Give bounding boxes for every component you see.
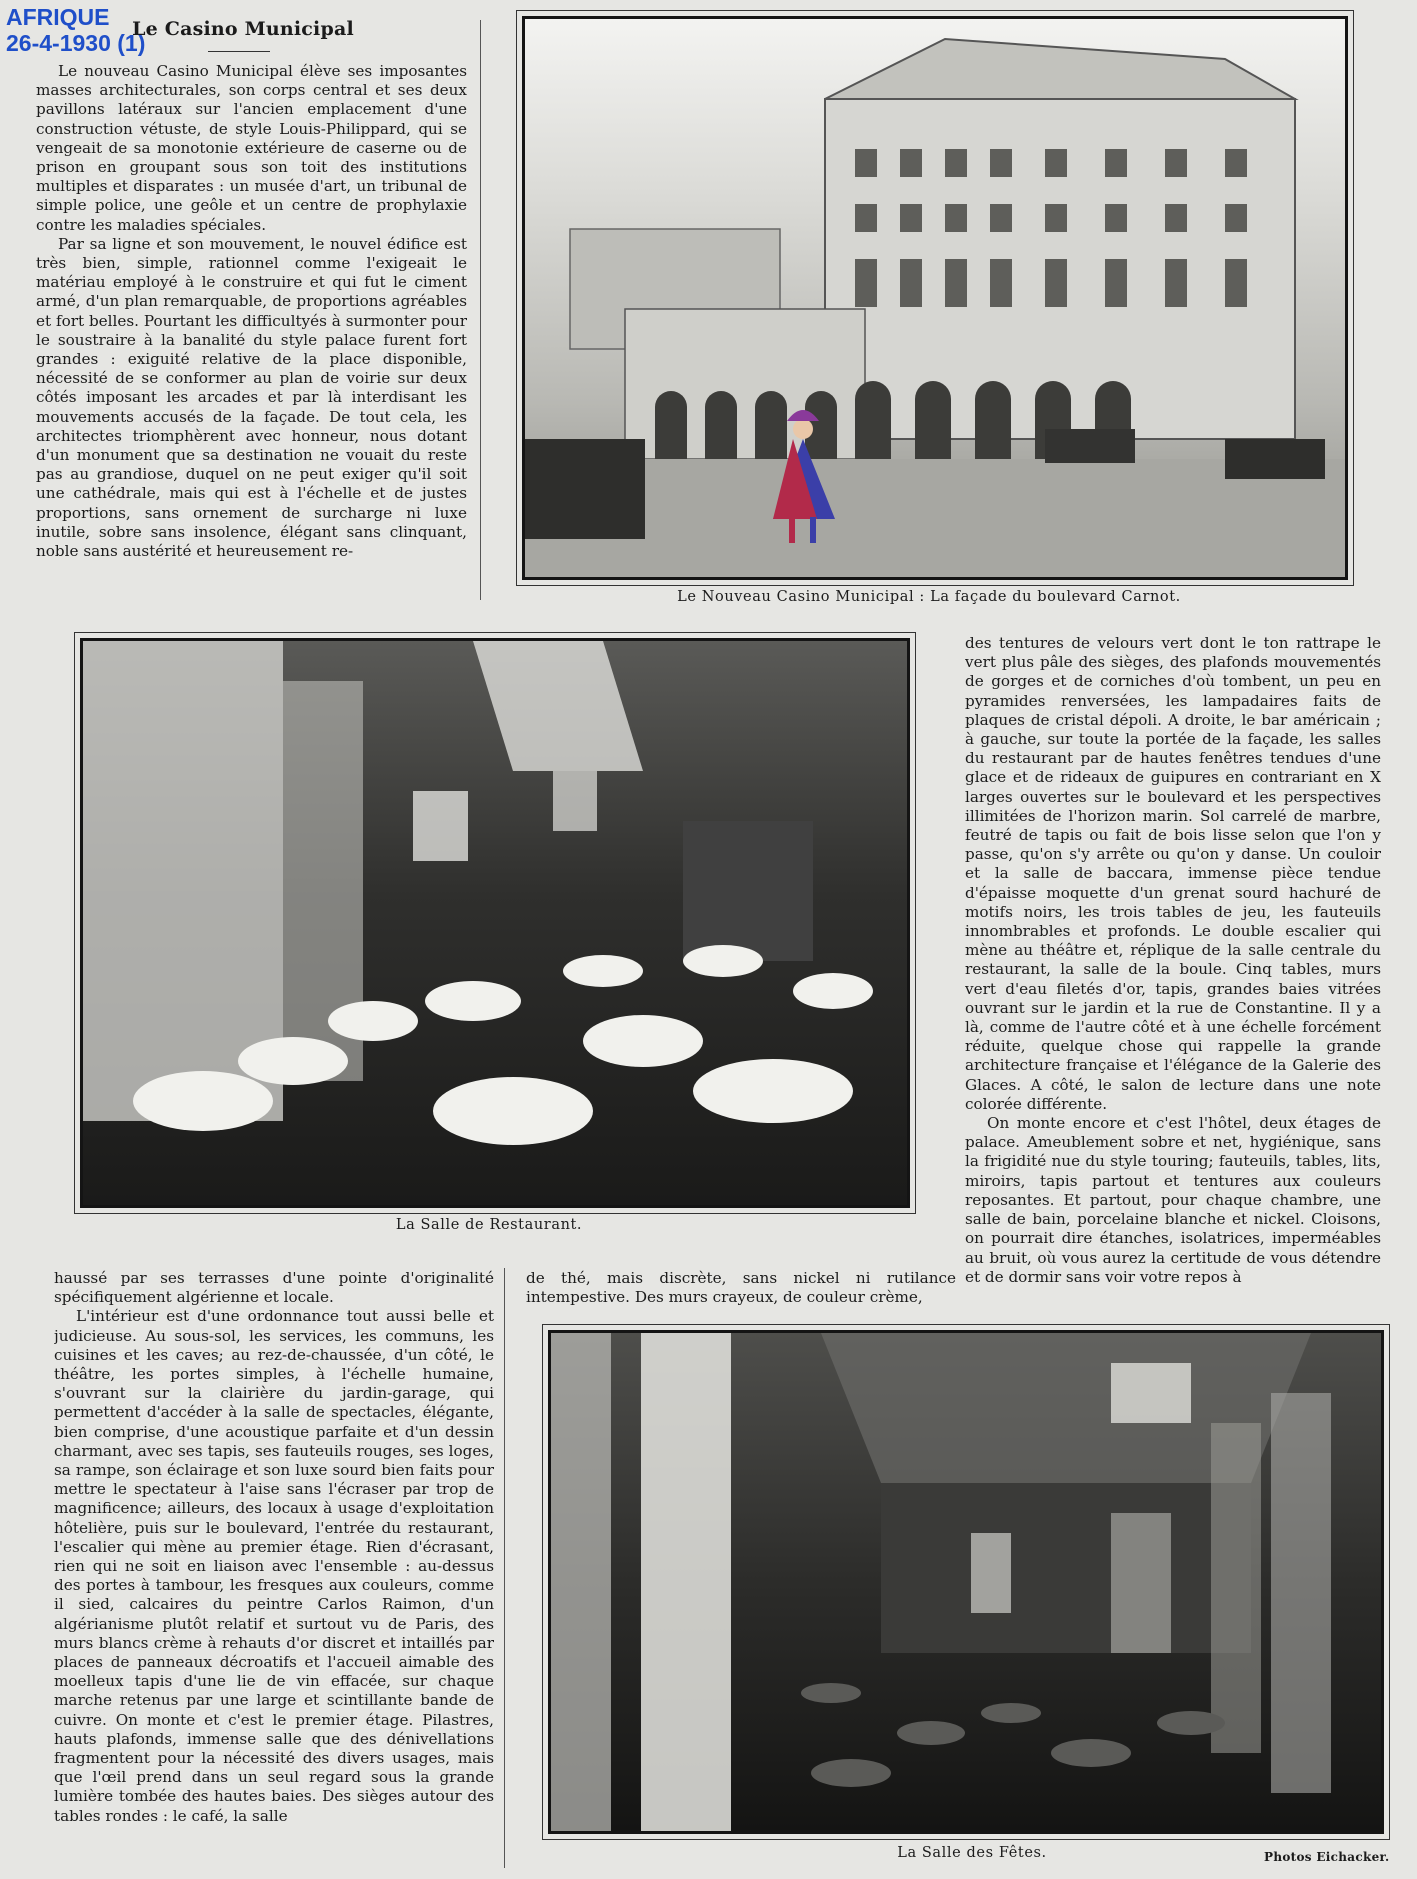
archive-stamp [6, 4, 145, 56]
article-column-1 [36, 62, 467, 608]
restaurant-illustration [83, 641, 907, 1205]
restaurant-caption: La Salle de Restaurant. [395, 1217, 583, 1233]
paragraph: L'intérieur est d'une ordonnance tout aussi belle et judicieuse. Au sous-sol, les services, les communs, les cuisines et les caves; au rez-de-chaussée, d'un côté, le théâtre, les portes simples, à l'échelle humaine, s'ouvrant sur la clairière du jardin-garage, qui permettent d'accéder à la salle de spectacles, élégante, bien comprise, d'une acoustique parfaite et d'un dessin charmant, avec ses tapis, ses fauteuils rouges, ses loges, sa rampe, son éclairage et son luxe sourd bien faits pour mettre le spectateur à l'aise sans l'écraser par trop de magnificence; ailleurs, des locaux à usage d'exploitation hôtelière, puis sur le boulevard, l'entrée du restaurant, l'escalier qui mène au premier étage. Rien d'écrasant, rien qui ne soit en liaison avec l'ensemble : au-dessus des portes à tambour, les fresques aux couleurs, comme il sied, calcaires du peintre Carlos Raimon, d'un algérianisme plutôt relatif et surtout vu de Paris, des murs blancs crème à rehauts d'or discret et intaillés par places de panneaux décroatifs et l'accueil aimable des moelleux tapis d'une lie de vin effacée, sur chaque marche retenus par une large et scintillante bande de cuivre. On monte et c'est le premier étage. Pilastres, hauts plafonds, immense salle que des dénivellations fragmentent pour la nécessité des divers usages, mais que l'œil prend dans un seul regard sous la grande lumière tombée des hautes baies. Des sièges autour des tables rondes : le café, la salle [54, 1307, 494, 1825]
paragraph: On monte encore et c'est l'hôtel, deux étages de palace. Ameublement sobre et net, hygiénique, sans la frigidité nue du style touring; fauteuils, tables, lits, miroirs, tapis partout et tentures aux couleurs reposantes. Et partout, pour chaque chambre, une salle de bain, porcelaine blanche et nickel. Cloisons, on pourrait dire étanches, isolatrices, imperméables au bruit, où vous aurez la certitude de vous détendre et de dormir sans voir votre repos à [965, 1114, 1381, 1286]
restaurant-photo-frame [74, 632, 916, 1214]
paragraph: de thé, mais discrète, sans nickel ni rutilance intempestive. Des murs crayeux, de couleur crème, [526, 1269, 956, 1307]
column-divider [504, 1268, 505, 1868]
stamp-line-1: AFRIQUE [6, 4, 110, 30]
facade-photo [522, 16, 1348, 580]
paragraph: Le nouveau Casino Municipal élève ses imposantes masses architecturales, son corps central et ses deux pavillons latéraux sur l'ancien emplacement d'une construction vétuste, de style Louis-Philippard, qui se vengeait de sa monotonie extérieure de caserne ou de prison en groupant sous son toit des institutions multiples et disparates : un musée d'art, un tribunal de simple police, une geôle et un centre de prophylaxie contre les maladies spéciales. [36, 62, 467, 234]
facade-illustration [525, 19, 1345, 577]
paragraph: haussé par ses terrasses d'une pointe d'originalité spécifiquement algérienne et locale. [54, 1269, 494, 1307]
restaurant-photo [80, 638, 910, 1208]
facade-photo-frame [516, 10, 1354, 586]
article-column-right [965, 634, 1381, 1314]
photo-credit: Photos Eichacker. [1264, 1850, 1390, 1864]
fetes-photo-frame [542, 1324, 1390, 1840]
column-divider [480, 20, 481, 600]
article-title: Le Casino Municipal [132, 18, 354, 40]
title-underline [208, 51, 270, 52]
stamp-line-2: 26-4-1930 (1) [6, 30, 146, 56]
fetes-photo [548, 1330, 1384, 1834]
facade-caption: Le Nouveau Casino Municipal : La façade du boulevard Carnot. [677, 589, 1181, 605]
article-column-bottom-left [54, 1269, 494, 1873]
paragraph: des tentures de velours vert dont le ton rattrape le vert plus pâle des sièges, des plafonds mouvementés de gorges et de corniches d'où tombent, un peu en pyramides renversées, les lampadaires faits de plaques de cristal dépoli. A droite, le bar américain ; à gauche, sur toute la portée de la façade, les salles du restaurant par de hautes fenêtres tendues d'une glace et de rideaux de guipures en contrariant en X larges ouvertes sur le boulevard et les perspectives illimitées de l'horizon marin. Sol carrelé de marbre, feutré de tapis ou fait de bois lisse selon que l'on y passe, qu'on s'y arrête ou qu'on y danse. Un couloir et la salle de baccara, immense pièce tendue d'épaisse moquette d'un grenat sourd hachuré de motifs noirs, les trois tables de jeu, les fauteuils innombrables et profonds. Le double escalier qui mène au théâtre et, réplique de la salle centrale du restaurant, la salle de la boule. Cinq tables, murs vert d'eau filetés d'or, tapis, grandes baies vitrées ouvrant sur le jardin et la rue de Constantine. Il y a là, comme de l'autre côté et à une échelle forcément réduite, quelque chose qui rappelle la grande architecture française et l'élégance de la Galerie des Glaces. A côté, le salon de lecture dans une note colorée différente. [965, 634, 1381, 1113]
fetes-caption: La Salle des Fêtes. [897, 1845, 1047, 1861]
article-column-bottom-mid [526, 1269, 956, 1311]
paragraph: Par sa ligne et son mouvement, le nouvel édifice est très bien, simple, rationnel comme l'exigeait le matériau employé à le construire et qui fut le ciment armé, d'un plan remarquable, de proportions agréables et fort belles. Pourtant les difficultyés à surmonter pour le soustraire à la banalité du style palace furent fort grandes : exiguité relative de la place disponible, nécessité de se conformer au plan de voirie sur deux côtés imposant les arcades et par là interdisant les mouvements accusés de la façade. De tout cela, les architectes triomphèrent avec honneur, nous dotant d'un monument que sa destination ne vouait du reste pas au grandiose, duquel on ne peut exiger qu'il soit une cathédrale, mais qui est à l'échelle et de justes proportions, sans ornement de surcharge ni luxe inutile, sobre sans insolence, élégant sans clinquant, noble sans austérité et heureusement re- [36, 234, 467, 561]
fetes-illustration [551, 1333, 1381, 1831]
